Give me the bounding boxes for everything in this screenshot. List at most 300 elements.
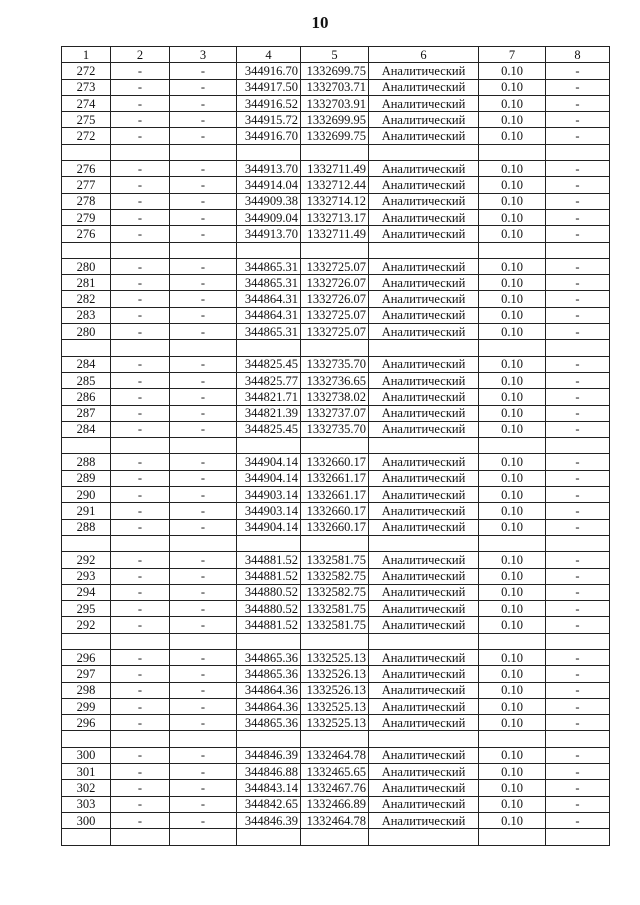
table-row bbox=[62, 226, 610, 242]
table-cell-col-5: 1332467.76 bbox=[301, 780, 369, 796]
table-cell-col-1: 303 bbox=[62, 796, 111, 812]
empty-cell bbox=[237, 829, 301, 845]
table-cell-col-3: - bbox=[170, 307, 237, 323]
table-cell-col-7: 0.10 bbox=[479, 503, 546, 519]
table-cell-col-3: - bbox=[170, 649, 237, 665]
empty-cell bbox=[479, 438, 546, 454]
table-cell-col-2: - bbox=[111, 747, 170, 763]
empty-cell bbox=[479, 535, 546, 551]
empty-cell bbox=[237, 633, 301, 649]
table-row bbox=[62, 177, 610, 193]
empty-cell bbox=[301, 340, 369, 356]
empty-cell bbox=[546, 340, 610, 356]
table-cell-col-1: 282 bbox=[62, 291, 111, 307]
empty-cell bbox=[369, 340, 479, 356]
table-cell-col-6: Аналитический bbox=[369, 324, 479, 340]
table-row bbox=[62, 291, 610, 307]
table-cell-col-1: 292 bbox=[62, 552, 111, 568]
table-cell-col-6: Аналитический bbox=[369, 161, 479, 177]
table-cell-col-5: 1332726.07 bbox=[301, 291, 369, 307]
table-cell-col-1: 295 bbox=[62, 601, 111, 617]
table-cell-col-2: - bbox=[111, 601, 170, 617]
table-cell-col-3: - bbox=[170, 682, 237, 698]
empty-cell bbox=[237, 731, 301, 747]
table-cell-col-7: 0.10 bbox=[479, 95, 546, 111]
table-cell-col-7: 0.10 bbox=[479, 405, 546, 421]
table-cell-col-1: 293 bbox=[62, 568, 111, 584]
table-cell-col-3: - bbox=[170, 503, 237, 519]
table-cell-col-7: 0.10 bbox=[479, 79, 546, 95]
table-cell-col-2: - bbox=[111, 209, 170, 225]
empty-cell bbox=[301, 535, 369, 551]
table-cell-col-1: 279 bbox=[62, 209, 111, 225]
table-cell-col-3: - bbox=[170, 177, 237, 193]
table-cell-col-1: 298 bbox=[62, 682, 111, 698]
table-cell-col-8: - bbox=[546, 812, 610, 828]
table-cell-col-5: 1332582.75 bbox=[301, 568, 369, 584]
table-cell-col-6: Аналитический bbox=[369, 470, 479, 486]
table-cell-col-5: 1332465.65 bbox=[301, 764, 369, 780]
empty-cell bbox=[369, 731, 479, 747]
table-cell-col-1: 296 bbox=[62, 715, 111, 731]
table-cell-col-3: - bbox=[170, 666, 237, 682]
empty-cell bbox=[546, 633, 610, 649]
table-row bbox=[62, 79, 610, 95]
table-cell-col-2: - bbox=[111, 519, 170, 535]
table-cell-col-6: Аналитический bbox=[369, 568, 479, 584]
table-row bbox=[62, 503, 610, 519]
table-cell-col-1: 280 bbox=[62, 324, 111, 340]
table-cell-col-8: - bbox=[546, 764, 610, 780]
table-cell-col-8: - bbox=[546, 552, 610, 568]
table-cell-col-4: 344865.36 bbox=[237, 666, 301, 682]
table-cell-col-4: 344865.36 bbox=[237, 715, 301, 731]
table-cell-col-2: - bbox=[111, 112, 170, 128]
table-cell-col-4: 344846.39 bbox=[237, 747, 301, 763]
table-cell-col-3: - bbox=[170, 356, 237, 372]
column-header-5: 5 bbox=[301, 47, 369, 63]
table-cell-col-7: 0.10 bbox=[479, 601, 546, 617]
table-cell-col-2: - bbox=[111, 258, 170, 274]
table-cell-col-4: 344846.39 bbox=[237, 812, 301, 828]
table-separator-row bbox=[62, 535, 610, 551]
table-row bbox=[62, 584, 610, 600]
table-row bbox=[62, 421, 610, 437]
table-cell-col-8: - bbox=[546, 796, 610, 812]
table-cell-col-2: - bbox=[111, 666, 170, 682]
table-cell-col-6: Аналитический bbox=[369, 63, 479, 79]
empty-cell bbox=[111, 731, 170, 747]
table-cell-col-2: - bbox=[111, 812, 170, 828]
table-cell-col-7: 0.10 bbox=[479, 552, 546, 568]
empty-cell bbox=[170, 340, 237, 356]
table-cell-col-4: 344865.31 bbox=[237, 324, 301, 340]
table-cell-col-3: - bbox=[170, 470, 237, 486]
table-cell-col-6: Аналитический bbox=[369, 356, 479, 372]
table-cell-col-3: - bbox=[170, 715, 237, 731]
table-cell-col-5: 1332699.75 bbox=[301, 128, 369, 144]
table-cell-col-6: Аналитический bbox=[369, 177, 479, 193]
table-cell-col-5: 1332699.95 bbox=[301, 112, 369, 128]
table-cell-col-7: 0.10 bbox=[479, 682, 546, 698]
table-cell-col-3: - bbox=[170, 780, 237, 796]
table-cell-col-4: 344917.50 bbox=[237, 79, 301, 95]
table-cell-col-1: 291 bbox=[62, 503, 111, 519]
table-row bbox=[62, 519, 610, 535]
table-cell-col-7: 0.10 bbox=[479, 356, 546, 372]
table-cell-col-1: 276 bbox=[62, 161, 111, 177]
table-row bbox=[62, 389, 610, 405]
table-cell-col-7: 0.10 bbox=[479, 812, 546, 828]
table-row bbox=[62, 258, 610, 274]
table-cell-col-3: - bbox=[170, 568, 237, 584]
table-cell-col-3: - bbox=[170, 796, 237, 812]
table-cell-col-6: Аналитический bbox=[369, 226, 479, 242]
table-cell-col-4: 344842.65 bbox=[237, 796, 301, 812]
table-cell-col-6: Аналитический bbox=[369, 128, 479, 144]
table-cell-col-2: - bbox=[111, 324, 170, 340]
table-row bbox=[62, 454, 610, 470]
table-cell-col-4: 344915.72 bbox=[237, 112, 301, 128]
table-cell-col-8: - bbox=[546, 389, 610, 405]
table-cell-col-8: - bbox=[546, 405, 610, 421]
table-cell-col-7: 0.10 bbox=[479, 193, 546, 209]
table-cell-col-5: 1332466.89 bbox=[301, 796, 369, 812]
table-cell-col-3: - bbox=[170, 112, 237, 128]
table-cell-col-3: - bbox=[170, 812, 237, 828]
table-cell-col-2: - bbox=[111, 764, 170, 780]
table-cell-col-1: 278 bbox=[62, 193, 111, 209]
table-cell-col-1: 272 bbox=[62, 63, 111, 79]
empty-cell bbox=[369, 633, 479, 649]
table-cell-col-7: 0.10 bbox=[479, 226, 546, 242]
table-cell-col-5: 1332660.17 bbox=[301, 519, 369, 535]
table-cell-col-7: 0.10 bbox=[479, 307, 546, 323]
table-cell-col-8: - bbox=[546, 568, 610, 584]
empty-cell bbox=[369, 438, 479, 454]
table-cell-col-8: - bbox=[546, 79, 610, 95]
empty-cell bbox=[111, 535, 170, 551]
table-cell-col-7: 0.10 bbox=[479, 568, 546, 584]
table-cell-col-6: Аналитический bbox=[369, 552, 479, 568]
table-cell-col-8: - bbox=[546, 161, 610, 177]
empty-cell bbox=[62, 144, 111, 160]
table-cell-col-8: - bbox=[546, 372, 610, 388]
table-cell-col-6: Аналитический bbox=[369, 209, 479, 225]
table-cell-col-3: - bbox=[170, 764, 237, 780]
empty-cell bbox=[62, 438, 111, 454]
table-cell-col-8: - bbox=[546, 454, 610, 470]
table-cell-col-1: 284 bbox=[62, 421, 111, 437]
table-row bbox=[62, 764, 610, 780]
table-cell-col-8: - bbox=[546, 95, 610, 111]
table-cell-col-5: 1332703.71 bbox=[301, 79, 369, 95]
table-cell-col-5: 1332661.17 bbox=[301, 470, 369, 486]
table-cell-col-8: - bbox=[546, 698, 610, 714]
table-cell-col-4: 344916.52 bbox=[237, 95, 301, 111]
empty-cell bbox=[237, 535, 301, 551]
table-row bbox=[62, 601, 610, 617]
table-cell-col-5: 1332736.65 bbox=[301, 372, 369, 388]
table-cell-col-8: - bbox=[546, 519, 610, 535]
table-cell-col-5: 1332525.13 bbox=[301, 649, 369, 665]
table-row bbox=[62, 780, 610, 796]
table-cell-col-5: 1332726.07 bbox=[301, 275, 369, 291]
table-cell-col-3: - bbox=[170, 389, 237, 405]
table-cell-col-2: - bbox=[111, 421, 170, 437]
table-cell-col-1: 275 bbox=[62, 112, 111, 128]
table-cell-col-4: 344865.31 bbox=[237, 275, 301, 291]
table-cell-col-2: - bbox=[111, 307, 170, 323]
empty-cell bbox=[301, 633, 369, 649]
table-cell-col-2: - bbox=[111, 275, 170, 291]
table-cell-col-4: 344864.31 bbox=[237, 291, 301, 307]
table-cell-col-3: - bbox=[170, 95, 237, 111]
table-row bbox=[62, 552, 610, 568]
table-cell-col-5: 1332661.17 bbox=[301, 487, 369, 503]
table-cell-col-3: - bbox=[170, 372, 237, 388]
table-cell-col-1: 273 bbox=[62, 79, 111, 95]
table-cell-col-4: 344825.45 bbox=[237, 421, 301, 437]
table-cell-col-7: 0.10 bbox=[479, 780, 546, 796]
table-row bbox=[62, 405, 610, 421]
table-separator-row bbox=[62, 340, 610, 356]
table-cell-col-6: Аналитический bbox=[369, 193, 479, 209]
table-cell-col-6: Аналитический bbox=[369, 812, 479, 828]
table-cell-col-2: - bbox=[111, 128, 170, 144]
empty-cell bbox=[301, 438, 369, 454]
table-cell-col-1: 274 bbox=[62, 95, 111, 111]
empty-cell bbox=[546, 829, 610, 845]
table-cell-col-2: - bbox=[111, 649, 170, 665]
table-cell-col-6: Аналитический bbox=[369, 649, 479, 665]
table-cell-col-4: 344904.14 bbox=[237, 519, 301, 535]
empty-cell bbox=[546, 242, 610, 258]
table-cell-col-4: 344916.70 bbox=[237, 63, 301, 79]
empty-cell bbox=[62, 731, 111, 747]
table-cell-col-5: 1332735.70 bbox=[301, 421, 369, 437]
table-cell-col-8: - bbox=[546, 747, 610, 763]
empty-cell bbox=[62, 242, 111, 258]
table-cell-col-5: 1332713.17 bbox=[301, 209, 369, 225]
table-cell-col-5: 1332581.75 bbox=[301, 617, 369, 633]
empty-cell bbox=[170, 144, 237, 160]
table-cell-col-6: Аналитический bbox=[369, 454, 479, 470]
table-cell-col-3: - bbox=[170, 421, 237, 437]
table-cell-col-5: 1332703.91 bbox=[301, 95, 369, 111]
coordinates-table bbox=[61, 46, 610, 846]
table-cell-col-8: - bbox=[546, 307, 610, 323]
table-cell-col-8: - bbox=[546, 617, 610, 633]
table-cell-col-7: 0.10 bbox=[479, 454, 546, 470]
table-cell-col-2: - bbox=[111, 780, 170, 796]
table-cell-col-5: 1332725.07 bbox=[301, 307, 369, 323]
table-row bbox=[62, 209, 610, 225]
table-cell-col-4: 344881.52 bbox=[237, 568, 301, 584]
table-cell-col-8: - bbox=[546, 356, 610, 372]
table-cell-col-6: Аналитический bbox=[369, 258, 479, 274]
table-cell-col-1: 284 bbox=[62, 356, 111, 372]
table-cell-col-4: 344865.36 bbox=[237, 649, 301, 665]
table-cell-col-1: 288 bbox=[62, 519, 111, 535]
table-separator-row bbox=[62, 242, 610, 258]
empty-cell bbox=[111, 340, 170, 356]
table-cell-col-7: 0.10 bbox=[479, 177, 546, 193]
table-cell-col-3: - bbox=[170, 454, 237, 470]
table-cell-col-1: 277 bbox=[62, 177, 111, 193]
table-cell-col-8: - bbox=[546, 682, 610, 698]
table-cell-col-2: - bbox=[111, 291, 170, 307]
table-cell-col-4: 344864.31 bbox=[237, 307, 301, 323]
table-cell-col-5: 1332714.12 bbox=[301, 193, 369, 209]
table-cell-col-7: 0.10 bbox=[479, 112, 546, 128]
table-cell-col-3: - bbox=[170, 487, 237, 503]
table-cell-col-7: 0.10 bbox=[479, 291, 546, 307]
table-cell-col-2: - bbox=[111, 372, 170, 388]
table-row bbox=[62, 487, 610, 503]
table-cell-col-6: Аналитический bbox=[369, 372, 479, 388]
table-cell-col-4: 344909.38 bbox=[237, 193, 301, 209]
table-cell-col-6: Аналитический bbox=[369, 112, 479, 128]
table-cell-col-8: - bbox=[546, 715, 610, 731]
empty-cell bbox=[170, 731, 237, 747]
column-header-8: 8 bbox=[546, 47, 610, 63]
table-cell-col-2: - bbox=[111, 79, 170, 95]
table-cell-col-7: 0.10 bbox=[479, 275, 546, 291]
table-cell-col-5: 1332660.17 bbox=[301, 503, 369, 519]
table-cell-col-6: Аналитический bbox=[369, 405, 479, 421]
empty-cell bbox=[62, 633, 111, 649]
table-cell-col-1: 288 bbox=[62, 454, 111, 470]
empty-cell bbox=[301, 144, 369, 160]
table-cell-col-5: 1332725.07 bbox=[301, 258, 369, 274]
table-cell-col-1: 300 bbox=[62, 812, 111, 828]
table-cell-col-1: 285 bbox=[62, 372, 111, 388]
empty-cell bbox=[111, 438, 170, 454]
table-cell-col-4: 344916.70 bbox=[237, 128, 301, 144]
table-cell-col-6: Аналитический bbox=[369, 747, 479, 763]
table-cell-col-4: 344880.52 bbox=[237, 601, 301, 617]
table-cell-col-6: Аналитический bbox=[369, 796, 479, 812]
table-cell-col-1: 272 bbox=[62, 128, 111, 144]
empty-cell bbox=[111, 633, 170, 649]
table-cell-col-2: - bbox=[111, 698, 170, 714]
table-cell-col-2: - bbox=[111, 584, 170, 600]
table-cell-col-4: 344904.14 bbox=[237, 470, 301, 486]
table-cell-col-3: - bbox=[170, 63, 237, 79]
table-cell-col-5: 1332464.78 bbox=[301, 812, 369, 828]
column-header-6: 6 bbox=[369, 47, 479, 63]
table-cell-col-8: - bbox=[546, 275, 610, 291]
table-cell-col-8: - bbox=[546, 601, 610, 617]
table-cell-col-7: 0.10 bbox=[479, 764, 546, 780]
table-cell-col-4: 344864.36 bbox=[237, 682, 301, 698]
empty-cell bbox=[479, 829, 546, 845]
table-cell-col-7: 0.10 bbox=[479, 128, 546, 144]
table-cell-col-8: - bbox=[546, 112, 610, 128]
table-cell-col-3: - bbox=[170, 291, 237, 307]
table-cell-col-1: 302 bbox=[62, 780, 111, 796]
empty-cell bbox=[62, 340, 111, 356]
table-cell-col-6: Аналитический bbox=[369, 682, 479, 698]
table-cell-col-2: - bbox=[111, 715, 170, 731]
table-cell-col-2: - bbox=[111, 177, 170, 193]
table-cell-col-8: - bbox=[546, 584, 610, 600]
table-cell-col-2: - bbox=[111, 568, 170, 584]
empty-cell bbox=[369, 535, 479, 551]
table-cell-col-4: 344904.14 bbox=[237, 454, 301, 470]
table-cell-col-7: 0.10 bbox=[479, 487, 546, 503]
table-row bbox=[62, 796, 610, 812]
table-cell-col-2: - bbox=[111, 617, 170, 633]
table-row bbox=[62, 95, 610, 111]
empty-cell bbox=[301, 731, 369, 747]
table-cell-col-6: Аналитический bbox=[369, 666, 479, 682]
empty-cell bbox=[546, 535, 610, 551]
table-cell-col-5: 1332737.07 bbox=[301, 405, 369, 421]
table-separator-row bbox=[62, 438, 610, 454]
table-cell-col-3: - bbox=[170, 193, 237, 209]
table-cell-col-5: 1332581.75 bbox=[301, 601, 369, 617]
table-cell-col-7: 0.10 bbox=[479, 796, 546, 812]
column-header-7: 7 bbox=[479, 47, 546, 63]
table-cell-col-3: - bbox=[170, 161, 237, 177]
table-row bbox=[62, 470, 610, 486]
table-cell-col-3: - bbox=[170, 584, 237, 600]
table-cell-col-2: - bbox=[111, 682, 170, 698]
table-row bbox=[62, 63, 610, 79]
table-cell-col-7: 0.10 bbox=[479, 715, 546, 731]
table-cell-col-6: Аналитический bbox=[369, 584, 479, 600]
table-cell-col-1: 276 bbox=[62, 226, 111, 242]
table-cell-col-7: 0.10 bbox=[479, 258, 546, 274]
table-cell-col-4: 344913.70 bbox=[237, 226, 301, 242]
empty-cell bbox=[170, 438, 237, 454]
table-cell-col-4: 344903.14 bbox=[237, 503, 301, 519]
empty-cell bbox=[111, 144, 170, 160]
table-cell-col-4: 344914.04 bbox=[237, 177, 301, 193]
table-cell-col-1: 286 bbox=[62, 389, 111, 405]
table-cell-col-2: - bbox=[111, 389, 170, 405]
table-separator-row bbox=[62, 731, 610, 747]
table-cell-col-8: - bbox=[546, 177, 610, 193]
table-cell-col-7: 0.10 bbox=[479, 63, 546, 79]
table-row bbox=[62, 193, 610, 209]
table-cell-col-7: 0.10 bbox=[479, 747, 546, 763]
table-cell-col-6: Аналитический bbox=[369, 503, 479, 519]
table-cell-col-3: - bbox=[170, 405, 237, 421]
table-cell-col-5: 1332738.02 bbox=[301, 389, 369, 405]
table-cell-col-4: 344913.70 bbox=[237, 161, 301, 177]
empty-cell bbox=[62, 829, 111, 845]
table-cell-col-2: - bbox=[111, 226, 170, 242]
table-cell-col-4: 344843.14 bbox=[237, 780, 301, 796]
empty-cell bbox=[369, 829, 479, 845]
table-row bbox=[62, 128, 610, 144]
table-cell-col-3: - bbox=[170, 226, 237, 242]
table-cell-col-5: 1332525.13 bbox=[301, 698, 369, 714]
table-row bbox=[62, 275, 610, 291]
table-cell-col-7: 0.10 bbox=[479, 324, 546, 340]
table-cell-col-6: Аналитический bbox=[369, 79, 479, 95]
empty-cell bbox=[301, 242, 369, 258]
table-cell-col-4: 344846.88 bbox=[237, 764, 301, 780]
table-cell-col-6: Аналитический bbox=[369, 95, 479, 111]
empty-cell bbox=[237, 438, 301, 454]
table-cell-col-3: - bbox=[170, 258, 237, 274]
table-separator-row bbox=[62, 633, 610, 649]
table-cell-col-3: - bbox=[170, 698, 237, 714]
